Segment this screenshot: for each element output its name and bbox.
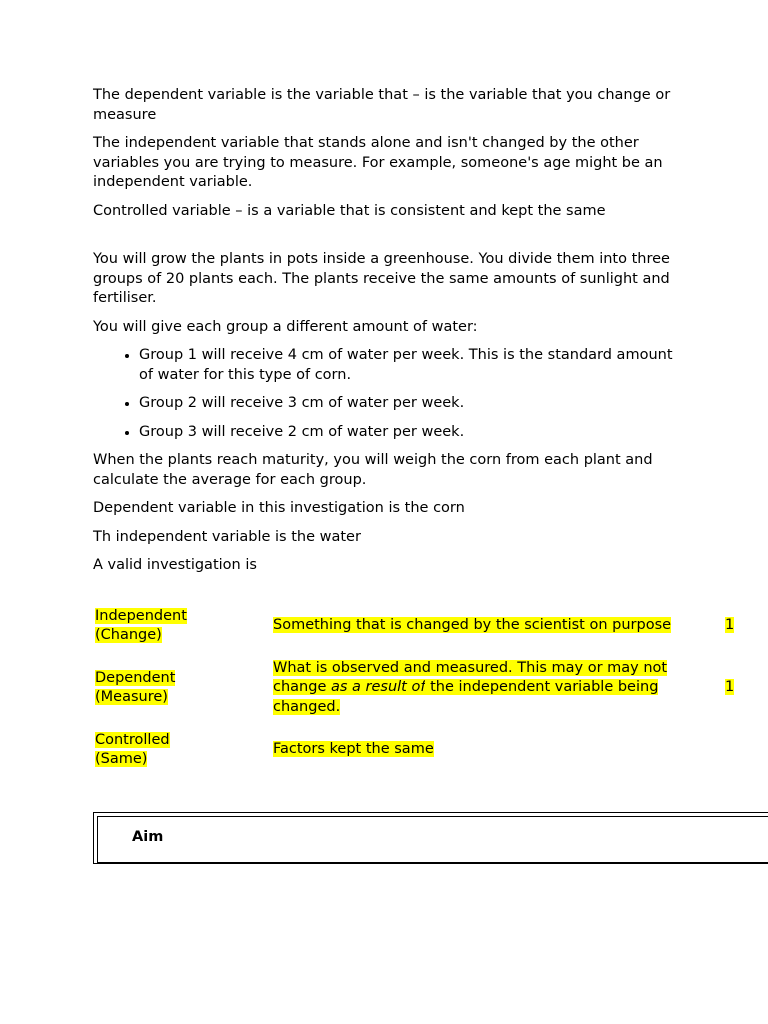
table-row [93,603,765,649]
scenario-intro: You will grow the plants in pots inside a greenhouse. You divide them into three groups of 20 plants each. The plants receive the same amounts of sunlight and fertiliser. [93,251,670,306]
scenario-lead: You will give each group a different amount of water: [93,318,478,335]
variable-description-part: the independent variable being changed. [273,679,659,715]
variable-description-cell [271,603,723,649]
variable-name-cell [93,727,271,773]
table-row [93,649,765,727]
variable-name-cell [93,649,271,727]
list-item: • Group 1 will receive 4 cm of water per week. This is the standard amount of water for this type of corn. [139,346,673,385]
list-item: • Group 2 will receive 3 cm of water per week. [139,394,673,414]
scenario-outcome: When the plants reach maturity, you will weigh the corn from each plant and calculate the average for each group. [93,452,653,488]
variable-name-cell [93,603,271,649]
valid-statement: A valid investigation is [93,557,257,573]
variable-short: (Same) [95,751,148,767]
variable-description-emphasis: as a result of [330,679,426,696]
variable-short: (Measure) [95,689,168,705]
group-list [93,346,673,442]
variable-description-cell [271,649,723,727]
independent-statement: Th independent variable is the water [93,528,361,545]
variable-description-cell [271,727,723,773]
aim-box [93,812,768,864]
mark: 1 [725,617,735,634]
controlled-definition: Controlled variable – is a variable that is consistent and kept the same [93,202,606,219]
aim-box-inner-border [97,816,768,863]
independent-definition: The independent variable that stands alone and isn't changed by the other variables you are trying to measure. For example, someone's age might be an independent variable. [93,135,663,190]
mark-cell [723,649,765,727]
variables-table [93,603,765,773]
variable-name: Controlled [95,731,170,748]
dependent-statement: Dependent variable in this investigation is the corn [93,500,465,516]
variable-short: (Change) [95,627,162,643]
variable-description: Factors kept the same [273,741,434,758]
spacer [93,230,673,250]
mark: 1 [725,679,735,696]
mark-cell [723,603,765,649]
variable-name: Independent [95,607,187,624]
variable-description-part: What is observed and measured. This may or may not change [273,659,668,696]
dependent-definition: The dependent variable is the variable that – is the variable that you change or measure [93,87,671,123]
table-row [93,727,765,773]
list-item: • Group 3 will receive 2 cm of water per week. [139,423,673,443]
variable-name: Dependent [95,669,176,686]
variable-description: Something that is changed by the scientist on purpose [273,617,672,634]
document-body [93,86,673,585]
aim-label: Aim [132,829,164,845]
mark-cell [723,727,765,773]
